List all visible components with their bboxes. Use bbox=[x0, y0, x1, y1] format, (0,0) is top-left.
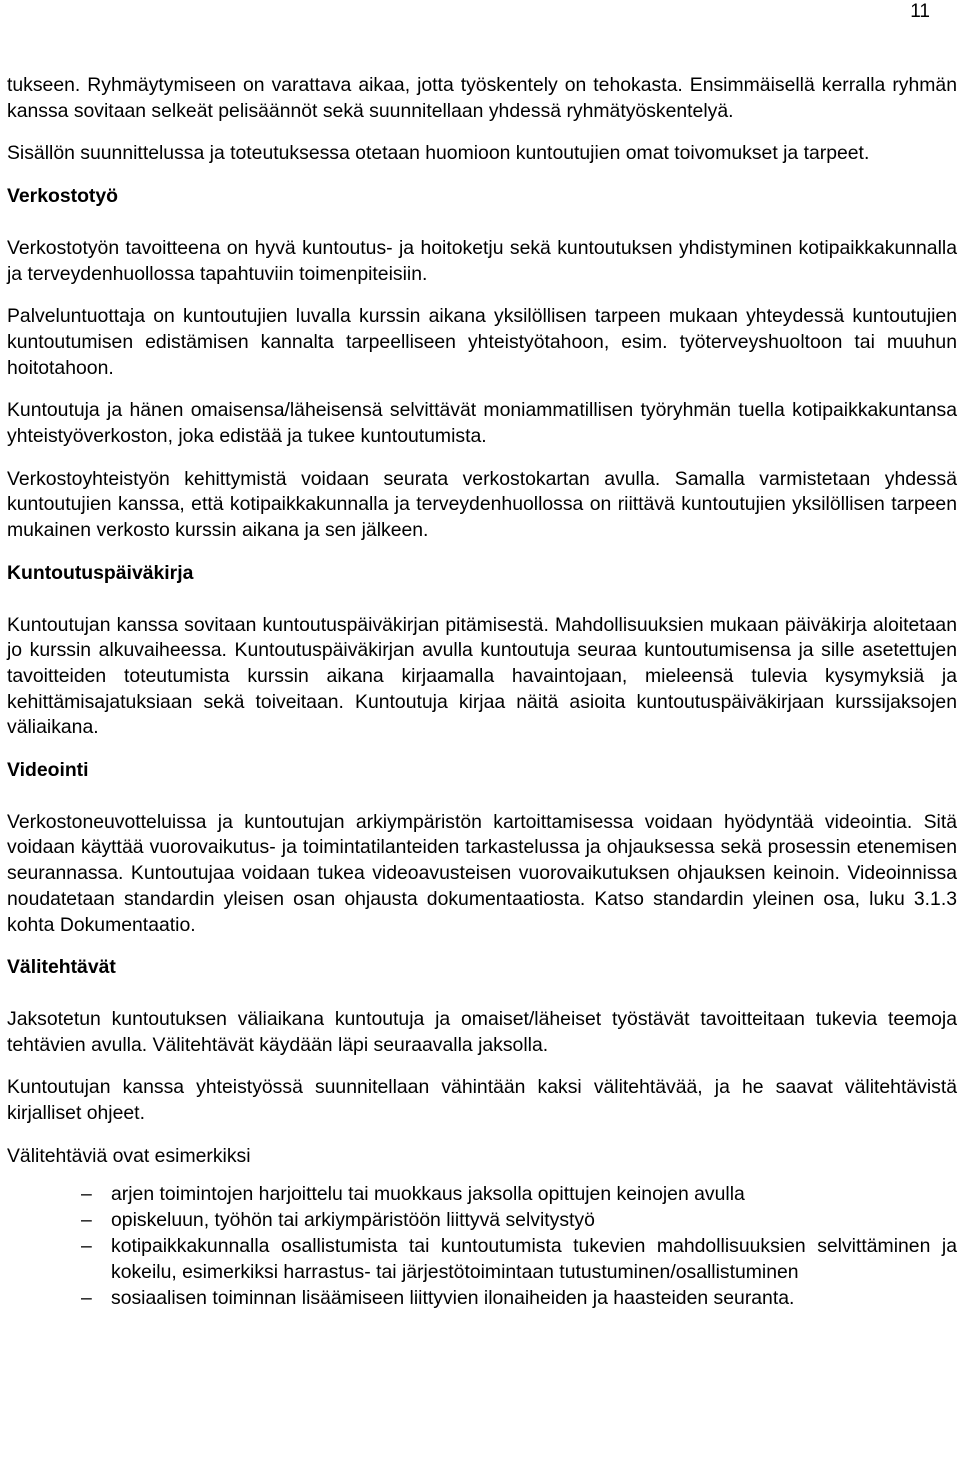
verkostotyo-paragraph-1: Verkostotyön tavoitteena on hyvä kuntoutus- ja hoitoketju sekä kuntoutuksen yhdistyminen kotipaikkakunnalla ja terveydenhuollossa tapahtuviin toimenpiteisiin. bbox=[7, 236, 957, 285]
valitehtavat-list bbox=[7, 1181, 957, 1311]
valitehtavat-paragraph-3: Välitehtäviä ovat esimerkiksi bbox=[7, 1144, 251, 1167]
page-number: 11 bbox=[910, 1, 930, 22]
list-item bbox=[7, 1285, 957, 1311]
videointi-paragraph-1: Verkostoneuvotteluissa ja kuntoutujan arkiympäristön kartoittamisessa voidaan hyödyntää videointia. Sitä voidaan käyttää vuorovaikutus- ja toimintatilanteiden tarkastelussa ja ohjauksessa sekä prosessin etenemisen seurannassa. Kuntoutujaa voidaan tukea videoavusteisen vuorovaikutuksen ohjauksen keinoin. Videoinnissa noudatetaan standardin yleisen osan ohjausta dokumentaatiosta. Katso standardin yleinen osa, luku 3.1.3 kohta Dokumentaatio. bbox=[7, 810, 957, 936]
kuntoutuspaivakirja-paragraph-1: Kuntoutujan kanssa sovitaan kuntoutuspäiväkirjan pitämisestä. Mahdollisuuksien mukaan päiväkirja aloitetaan jo kurssin alkuvaiheessa. Kuntoutuspäiväkirjan avulla kuntoutuja seuraa kuntoutumisensa ja sille asetettujen tavoitteiden toteutumista kurssin aikana kirjaamalla havaintojaan, mieleensä tulevia kysymyksiä ja kehittämisajatuksiaan sekä toiveitaan. Kuntoutuja kirjaa näitä asioita kuntoutuspäiväkirjaan kurssijaksojen väliaikana. bbox=[7, 613, 957, 739]
list-item-text: opiskeluun, työhön tai arkiympäristöön liittyvä selvitystyö bbox=[111, 1208, 595, 1231]
valitehtavat-paragraph-1: Jaksotetun kuntoutuksen väliaikana kuntoutuja ja omaiset/läheiset työstävät tavoitteitaan tukevia teemoja tehtävien avulla. Välitehtävät käydään läpi seuraavalla jaksolla. bbox=[7, 1007, 957, 1056]
dash-bullet-icon: – bbox=[81, 1234, 92, 1257]
heading-valitehtavat: Välitehtävät bbox=[7, 956, 116, 979]
list-item bbox=[7, 1207, 957, 1233]
list-item-text: kotipaikkakunnalla osallistumista tai kuntoutumista tukevien mahdollisuuksien selvittäminen ja kokeilu, esimerkiksi harrastus- tai järjestötoimintaan tutustuminen/osallistuminen bbox=[111, 1234, 957, 1283]
dash-bullet-icon: – bbox=[81, 1208, 92, 1231]
heading-verkostotyo: Verkostotyö bbox=[7, 185, 118, 208]
heading-videointi: Videointi bbox=[7, 759, 89, 782]
dash-bullet-icon: – bbox=[81, 1182, 92, 1205]
list-item-text: sosiaalisen toiminnan lisäämiseen liittyvien ilonaiheiden ja haasteiden seuranta. bbox=[111, 1286, 795, 1309]
document-body bbox=[7, 73, 957, 1311]
intro-paragraph-2: Sisällön suunnittelussa ja toteutuksessa otetaan huomioon kuntoutujien omat toivomukset ja tarpeet. bbox=[7, 142, 870, 165]
intro-paragraph-1: tukseen. Ryhmäytymiseen on varattava aikaa, jotta työskentely on tehokasta. Ensimmäisellä kerralla ryhmän kanssa sovitaan selkeät pelisäännöt sekä suunnitellaan yhdessä ryhmätyöskentelyä. bbox=[7, 74, 957, 122]
list-item bbox=[7, 1181, 957, 1207]
verkostotyo-paragraph-4: Verkostoyhteistyön kehittymistä voidaan seurata verkostokartan avulla. Samalla varmistetaan yhdessä kuntoutujien kanssa, että kotipaikkakunnalla ja terveydenhuollossa on riittävä kuntoutujien yksilöllisen tarpeen mukainen verkosto kurssin aikana ja sen jälkeen. bbox=[7, 467, 957, 542]
valitehtavat-paragraph-2: Kuntoutujan kanssa yhteistyössä suunnitellaan vähintään kaksi välitehtävää, ja he saavat välitehtävistä kirjalliset ohjeet. bbox=[7, 1076, 957, 1125]
verkostotyo-paragraph-2: Palveluntuottaja on kuntoutujien luvalla kurssin aikana yksilöllisen tarpeen mukaan yhteydessä kuntoutujien kuntoutumisen edistämisen kannalta tarpeelliseen yhteistyötahoon, esim. työterveyshuoltoon tai muuhun hoitotahoon. bbox=[7, 305, 957, 379]
dash-bullet-icon: – bbox=[81, 1286, 92, 1309]
list-item bbox=[7, 1233, 957, 1285]
verkostotyo-paragraph-3: Kuntoutuja ja hänen omaisensa/läheisensä selvittävät moniammatillisen työryhmän tuella kotipaikkakuntansa yhteistyöverkoston, joka edistää ja tukee kuntoutumista. bbox=[7, 399, 957, 448]
list-item-text: arjen toimintojen harjoittelu tai muokkaus jaksolla opittujen keinojen avulla bbox=[111, 1182, 745, 1205]
heading-kuntoutuspaivakirja: Kuntoutuspäiväkirja bbox=[7, 561, 194, 584]
